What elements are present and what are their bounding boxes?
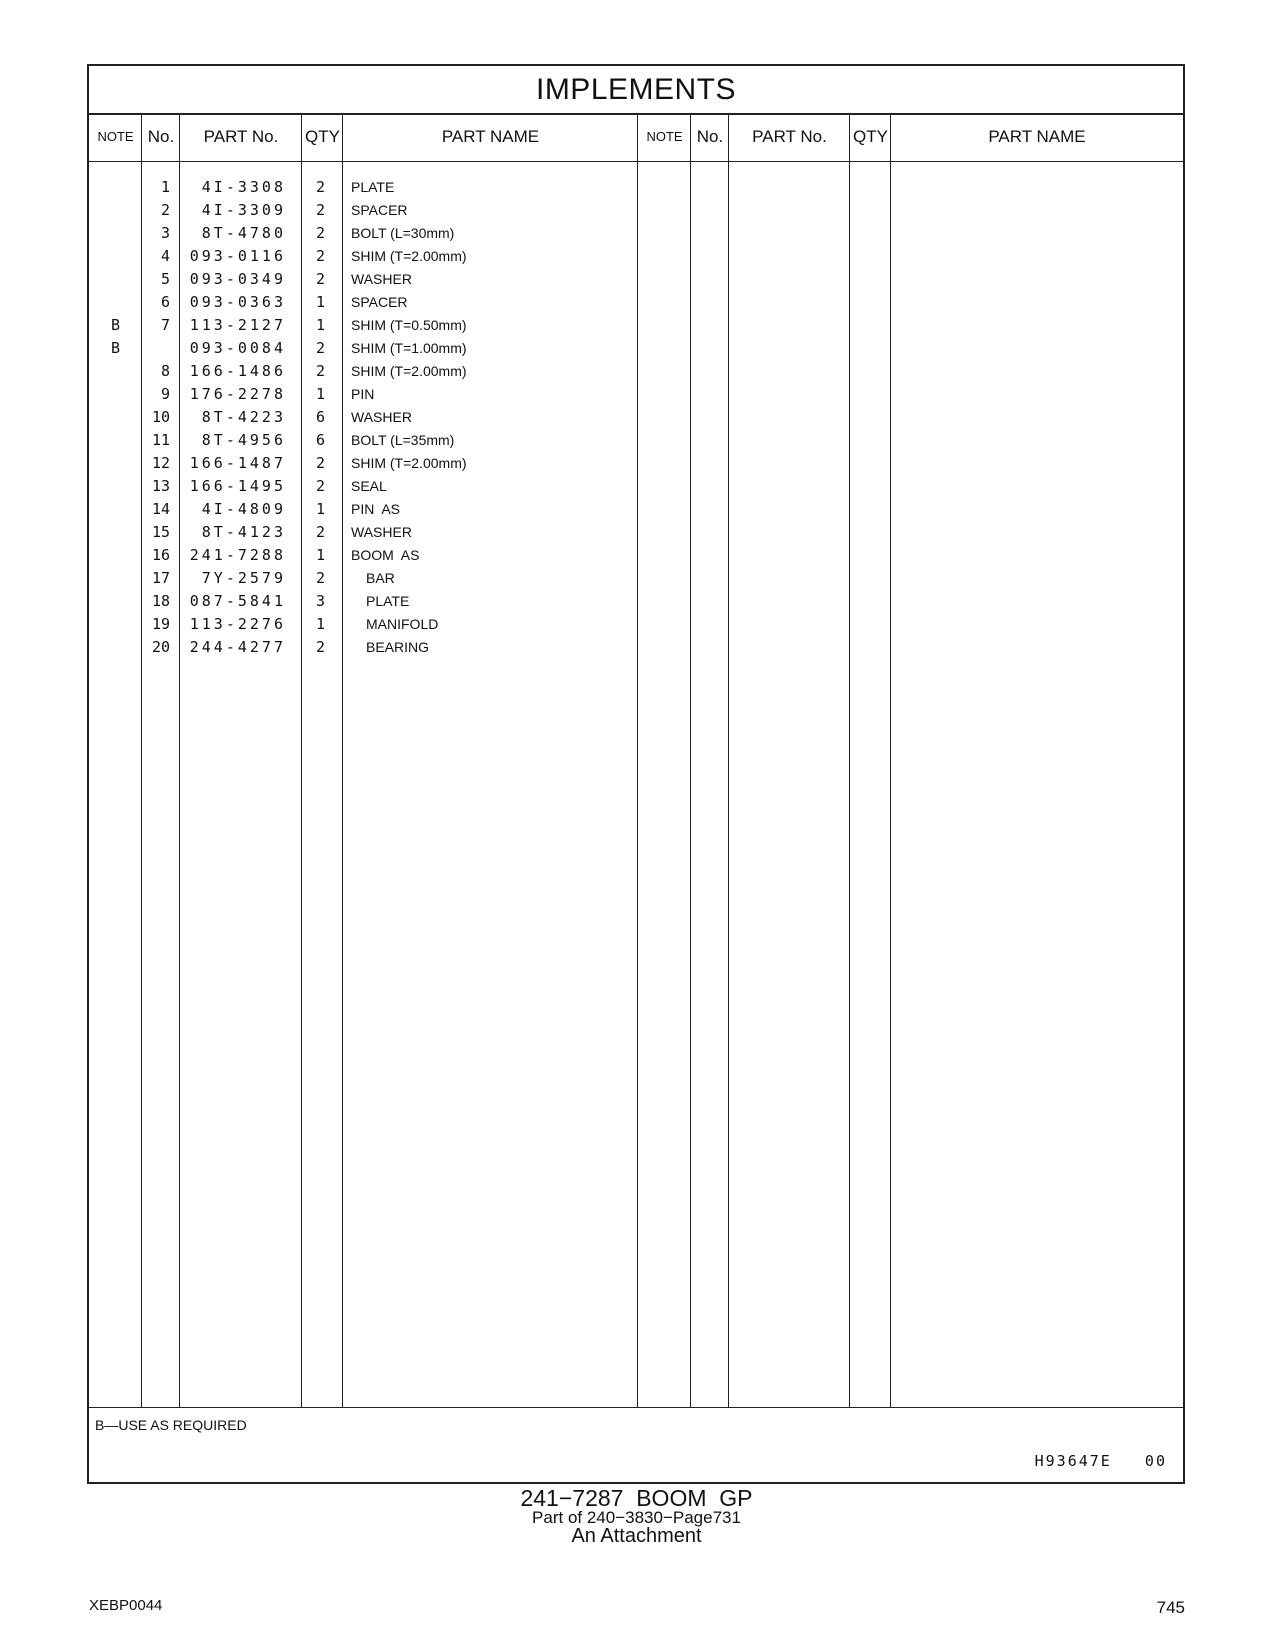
parts-table-frame xyxy=(87,64,1185,1484)
row-item-number: 20 xyxy=(151,638,170,656)
row-part-name: SHIM (T=0.50mm) xyxy=(351,317,467,333)
footnote: B—USE AS REQUIRED xyxy=(95,1417,247,1433)
row-part-name: BOOM AS xyxy=(351,547,420,563)
row-part-number: 4I-3309 xyxy=(201,201,286,219)
table-row xyxy=(89,452,1183,475)
row-quantity: 2 xyxy=(315,362,325,380)
row-part-name: SPACER xyxy=(351,202,408,218)
row-note xyxy=(89,360,142,383)
row-note: B xyxy=(110,339,121,357)
table-row xyxy=(89,544,1183,567)
row-item-number: 17 xyxy=(151,569,170,587)
row-note xyxy=(89,176,142,199)
row-part-number: 4I-3308 xyxy=(201,178,286,196)
row-item-number: 7 xyxy=(160,316,170,334)
row-part-name: SHIM (T=2.00mm) xyxy=(351,248,467,264)
row-part-number: 093-0363 xyxy=(189,293,286,311)
header-part-no-left: PART No. xyxy=(203,127,279,146)
table-row xyxy=(89,567,1183,590)
row-item-number: 10 xyxy=(151,408,170,426)
row-part-name: SPACER xyxy=(351,294,408,310)
row-quantity: 1 xyxy=(315,546,325,564)
row-part-number: 113-2276 xyxy=(189,615,286,633)
header-qty-left: QTY xyxy=(305,127,340,146)
row-part-number: 166-1495 xyxy=(189,477,286,495)
table-row xyxy=(89,268,1183,291)
row-item-number: 8 xyxy=(160,362,170,380)
header-divider xyxy=(89,161,1183,162)
row-quantity: 3 xyxy=(315,592,325,610)
row-note: B xyxy=(110,316,121,334)
row-part-number: 093-0116 xyxy=(189,247,286,265)
row-part-name: PIN xyxy=(351,386,375,402)
row-note xyxy=(89,636,142,659)
row-part-number: 166-1487 xyxy=(189,454,286,472)
row-item-number: 12 xyxy=(151,454,170,472)
row-quantity: 1 xyxy=(315,615,325,633)
header-part-name-left: PART NAME xyxy=(441,127,540,146)
header-note-left: NOTE xyxy=(97,129,134,144)
row-part-name: BOLT (L=30mm) xyxy=(351,225,455,241)
table-row xyxy=(89,636,1183,659)
row-part-name: PLATE xyxy=(351,179,395,195)
row-quantity: 6 xyxy=(315,431,325,449)
row-part-number: 8T-4223 xyxy=(201,408,286,426)
row-note xyxy=(89,222,142,245)
row-part-name: SHIM (T=2.00mm) xyxy=(351,455,467,471)
row-quantity: 2 xyxy=(315,224,325,242)
header-no-left: No. xyxy=(147,127,175,146)
row-note xyxy=(89,245,142,268)
row-quantity: 6 xyxy=(315,408,325,426)
row-item-number: 14 xyxy=(151,500,170,518)
header-part-name-right: PART NAME xyxy=(988,127,1086,146)
row-item-number: 5 xyxy=(160,270,170,288)
table-row xyxy=(89,383,1183,406)
table-row xyxy=(89,429,1183,452)
row-note xyxy=(89,199,142,222)
table-row xyxy=(89,176,1183,199)
row-item-number: 6 xyxy=(160,293,170,311)
row-item-number: 4 xyxy=(160,247,170,265)
table-row xyxy=(89,337,1183,360)
row-quantity: 2 xyxy=(315,247,325,265)
row-item-number: 15 xyxy=(151,523,170,541)
row-item-number: 16 xyxy=(151,546,170,564)
page-number: 745 xyxy=(1156,1598,1185,1617)
table-row xyxy=(89,521,1183,544)
row-part-number: 176-2278 xyxy=(189,385,286,403)
row-note xyxy=(89,567,142,590)
row-part-name: SHIM (T=2.00mm) xyxy=(351,363,467,379)
row-part-number: 166-1486 xyxy=(189,362,286,380)
row-part-name: PIN AS xyxy=(351,501,401,517)
header-no-right: No. xyxy=(696,127,724,146)
table-row xyxy=(89,613,1183,636)
header-note-right: NOTE xyxy=(646,129,683,144)
row-item-number: 2 xyxy=(160,201,170,219)
row-quantity: 2 xyxy=(315,454,325,472)
row-quantity: 1 xyxy=(315,316,325,334)
row-quantity: 2 xyxy=(315,270,325,288)
row-note xyxy=(89,521,142,544)
row-part-number: 244-4277 xyxy=(189,638,286,656)
caption-part-of: Part of 240−3830−Page731 xyxy=(532,1508,741,1527)
document-code: H93647E 00 xyxy=(1034,1452,1167,1470)
row-part-number: 8T-4780 xyxy=(201,224,286,242)
row-part-name: SEAL xyxy=(351,478,387,494)
row-quantity: 2 xyxy=(315,477,325,495)
row-note xyxy=(89,590,142,613)
row-item-number: 19 xyxy=(151,615,170,633)
table-row xyxy=(89,475,1183,498)
row-part-number: 8T-4956 xyxy=(201,431,286,449)
row-note xyxy=(89,429,142,452)
row-part-number: 7Y-2579 xyxy=(201,569,286,587)
row-quantity: 2 xyxy=(315,569,325,587)
row-note xyxy=(89,268,142,291)
row-quantity: 2 xyxy=(315,523,325,541)
row-note xyxy=(89,613,142,636)
row-quantity: 1 xyxy=(315,293,325,311)
row-note xyxy=(89,498,142,521)
row-note xyxy=(89,383,142,406)
table-row xyxy=(89,498,1183,521)
row-quantity: 1 xyxy=(315,385,325,403)
table-row xyxy=(89,245,1183,268)
row-part-number: 4I-4809 xyxy=(201,500,286,518)
row-part-number: 8T-4123 xyxy=(201,523,286,541)
row-part-name: WASHER xyxy=(351,524,412,540)
row-quantity: 2 xyxy=(315,339,325,357)
row-quantity: 1 xyxy=(315,500,325,518)
row-note xyxy=(89,291,142,314)
row-note xyxy=(89,406,142,429)
row-note xyxy=(89,452,142,475)
row-item-number: 18 xyxy=(151,592,170,610)
row-note xyxy=(89,475,142,498)
row-part-name: WASHER xyxy=(351,409,412,425)
caption-title: 241−7287 BOOM GP xyxy=(520,1485,753,1511)
row-item-number: 3 xyxy=(160,224,170,242)
table-title: IMPLEMENTS xyxy=(89,66,1183,115)
row-part-name: BAR xyxy=(366,570,395,586)
row-part-number: 113-2127 xyxy=(189,316,286,334)
row-part-number: 093-0084 xyxy=(189,339,286,357)
row-note xyxy=(89,544,142,567)
row-item-number xyxy=(142,337,170,360)
row-part-number: 087-5841 xyxy=(189,592,286,610)
table-row xyxy=(89,406,1183,429)
row-quantity: 2 xyxy=(315,201,325,219)
table-row xyxy=(89,222,1183,245)
table-row xyxy=(89,590,1183,613)
row-item-number: 11 xyxy=(151,431,170,449)
row-part-number: 241-7288 xyxy=(189,546,286,564)
page-code: XEBP0044 xyxy=(89,1597,163,1614)
caption-attachment: An Attachment xyxy=(571,1525,702,1547)
row-part-name: BEARING xyxy=(366,639,430,655)
row-quantity: 2 xyxy=(315,178,325,196)
row-quantity: 2 xyxy=(315,638,325,656)
row-item-number: 13 xyxy=(151,477,170,495)
table-row xyxy=(89,291,1183,314)
footer-divider xyxy=(89,1407,1183,1408)
row-part-number: 093-0349 xyxy=(189,270,286,288)
row-part-name: MANIFOLD xyxy=(366,616,439,632)
table-row xyxy=(89,199,1183,222)
row-part-name: WASHER xyxy=(351,271,412,287)
table-row xyxy=(89,360,1183,383)
row-part-name: PLATE xyxy=(366,593,410,609)
row-part-name: BOLT (L=35mm) xyxy=(351,432,455,448)
row-part-name: SHIM (T=1.00mm) xyxy=(351,340,467,356)
header-part-no-right: PART No. xyxy=(752,127,827,146)
row-item-number: 9 xyxy=(160,385,170,403)
table-row xyxy=(89,314,1183,337)
header-qty-right: QTY xyxy=(853,127,888,146)
row-item-number: 1 xyxy=(160,178,170,196)
